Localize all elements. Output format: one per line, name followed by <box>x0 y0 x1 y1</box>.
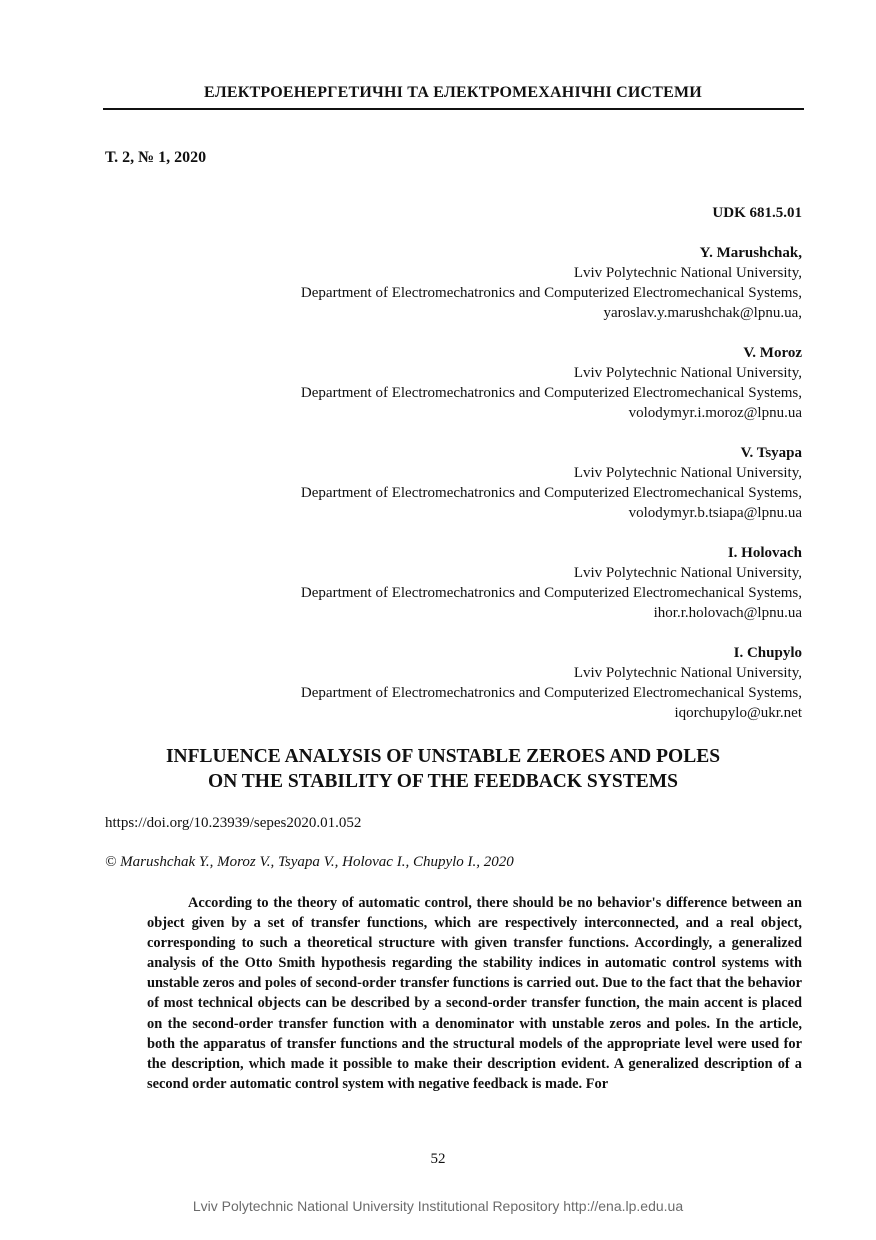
author-email: volodymyr.b.tsiapa@lpnu.ua <box>628 505 802 521</box>
author-department: Department of Electromechatronics and Computerized Electromechanical Systems, <box>300 685 802 701</box>
author-block <box>182 343 802 423</box>
author-department: Department of Electromechatronics and Computerized Electromechanical Systems, <box>300 585 802 601</box>
title-line: ON THE STABILITY OF THE FEEDBACK SYSTEMS <box>208 771 678 792</box>
author-university: Lviv Polytechnic National University, <box>573 365 802 381</box>
author-block <box>182 643 802 723</box>
page-number: 52 <box>430 1151 446 1167</box>
title-line: INFLUENCE ANALYSIS OF UNSTABLE ZEROES AND POLES <box>165 746 721 767</box>
author-block <box>182 543 802 623</box>
volume-issue: Т. 2, № 1, 2020 <box>105 149 207 166</box>
author-email: iqorchupylo@ukr.net <box>674 705 802 721</box>
author-name: V. Tsyapa <box>740 445 802 461</box>
author-email: ihor.r.holovach@lpnu.ua <box>653 605 802 621</box>
abstract-text: According to the theory of automatic control, there should be no behavior's difference between an object given by a set of transfer functions, which are respectively interconnected, and a real object, corresponding to such a theoretical structure with given transfer functions. Accordingly, a generalized analysis of the Otto Smith hypothesis regarding the stability indices in automatic control systems with unstable zeros and poles of second-order transfer functions is carried out. Due to the fact that the behavior of most technical objects can be described by a second-order transfer function, the main accent is placed on the second-order transfer function with a denominator with unstable zeros and poles. In the article, both the apparatus of transfer functions and the structural models of the appropriate level were used for the description, which made it possible to make their description evident. A generalized description of a second order automatic control system with negative feedback is made. For <box>147 895 802 1092</box>
author-department: Department of Electromechatronics and Computerized Electromechanical Systems, <box>300 285 802 301</box>
author-department: Department of Electromechatronics and Computerized Electromechanical Systems, <box>300 485 802 501</box>
author-block <box>182 443 802 523</box>
author-email: yaroslav.y.marushchak@lpnu.ua, <box>603 305 802 321</box>
author-email: volodymyr.i.moroz@lpnu.ua <box>628 405 802 421</box>
journal-header: ЕЛЕКТРОЕНЕРГЕТИЧНІ ТА ЕЛЕКТРОМЕХАНІЧНІ СИСТЕМИ <box>204 84 702 101</box>
author-name: V. Moroz <box>743 345 802 361</box>
header-rule <box>103 108 804 110</box>
author-university: Lviv Polytechnic National University, <box>573 665 802 681</box>
author-department: Department of Electromechatronics and Computerized Electromechanical Systems, <box>300 385 802 401</box>
author-block <box>182 243 802 323</box>
copyright-line: © Marushchak Y., Moroz V., Tsyapa V., Holovac I., Chupylo I., 2020 <box>105 854 514 870</box>
author-name: I. Holovach <box>727 545 802 561</box>
author-university: Lviv Polytechnic National University, <box>573 565 802 581</box>
doi-link[interactable]: https://doi.org/10.23939/sepes2020.01.052 <box>105 815 362 831</box>
author-university: Lviv Polytechnic National University, <box>573 465 802 481</box>
repository-footer: Lviv Polytechnic National University Institutional Repository http://ena.lp.edu.ua <box>192 1198 684 1214</box>
paper-title <box>100 744 786 794</box>
udk-code: UDK 681.5.01 <box>712 205 802 221</box>
author-name: Y. Marushchak, <box>699 245 802 261</box>
author-name: I. Chupylo <box>733 645 802 661</box>
author-university: Lviv Polytechnic National University, <box>573 265 802 281</box>
